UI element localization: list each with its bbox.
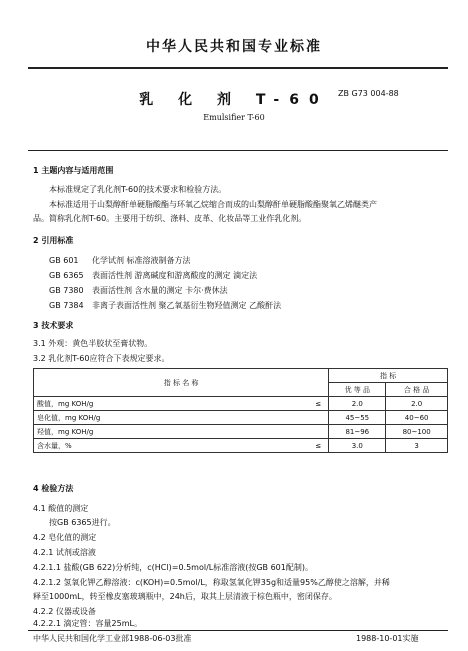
item-4-2-1-1: 4.2.1.1 盐酸(GB 622)分析纯，c(HCl)=0.5mol/L标准溶液(按GB 601配制)。 <box>33 563 313 572</box>
qualified-value: 80~100 <box>386 425 448 439</box>
table-row <box>34 439 448 453</box>
property-name: 羟值，mg KOH/g <box>34 425 309 439</box>
section-1-paragraph-2-line-1: 本标准适用于山梨醇酐单硬脂酸酯与环氧乙烷缩合而成的山梨醇酐单硬脂酸酯聚氧乙烯醚类产 <box>49 200 377 209</box>
first-grade-value: 2.0 <box>329 397 386 411</box>
item-4-2-1-2-line-2: 释至1000mL，转至橡皮塞玻璃瓶中，24h后，取其上层清液于棕色瓶中，密闭保存。 <box>33 592 337 601</box>
first-grade-value: 45~55 <box>329 411 386 425</box>
standard-code: ZB G73 004-88 <box>338 89 399 98</box>
reference-code: GB 601 <box>49 256 79 265</box>
item-4-2-1-2-line-1: 4.2.1.2 氢氧化钾乙醇溶液：c(KOH)=0.5mol/L，称取氢氧化钾35g和适量95%乙醇使之溶解，并稀 <box>33 578 390 587</box>
reference-title: 化学试剂 标准溶液制备方法 <box>92 256 191 265</box>
comparison-symbol <box>308 411 329 425</box>
reference-title: 非离子表面活性剂 聚乙氧基衍生物羟值测定 乙酸酐法 <box>92 301 282 310</box>
item-3-2: 3.2 乳化剂T-60应符合下表规定要求。 <box>33 354 170 363</box>
property-name: 皂化值，mg KOH/g <box>34 411 309 425</box>
standard-title: 乳 化 剂 T-60 <box>139 92 329 108</box>
footer-rule <box>28 630 448 631</box>
table-header-row <box>34 369 448 383</box>
column-header-item: 指 标 名 称 <box>34 369 329 397</box>
standard-english-title: Emulsifier T-60 <box>203 113 265 122</box>
title-rule <box>28 150 448 151</box>
reference-title: 表面活性剂 游离碱度和游离酸度的测定 滴定法 <box>92 271 258 280</box>
comparison-symbol: ≤ <box>308 439 329 453</box>
implementation-date: 1988-10-01实施 <box>356 634 419 643</box>
item-4-1-text: 按GB 6365进行。 <box>49 518 116 527</box>
item-4-2-2: 4.2.2 仪器或设备 <box>33 607 96 616</box>
item-4-1: 4.1 酸值的测定 <box>33 504 89 513</box>
property-name: 含水量，% <box>34 439 309 453</box>
section-3-heading: 3 技术要求 <box>33 321 74 330</box>
approval-statement: 中华人民共和国化学工业部1988-06-03批准 <box>33 634 192 643</box>
section-4-heading: 4 检验方法 <box>33 484 74 493</box>
section-2-heading: 2 引用标准 <box>33 236 74 245</box>
specification-table <box>33 368 448 453</box>
table-row <box>34 397 448 411</box>
section-1-heading: 1 主题内容与适用范围 <box>33 166 114 175</box>
qualified-value: 3 <box>386 439 448 453</box>
section-1-paragraph-1: 本标准规定了乳化剂T-60的技术要求和检验方法。 <box>49 185 227 194</box>
item-4-2: 4.2 皂化值的测定 <box>33 533 97 542</box>
header-title: 中华人民共和国专业标准 <box>146 39 322 55</box>
item-4-2-1: 4.2.1 试剂或溶液 <box>33 548 96 557</box>
table-row <box>34 425 448 439</box>
reference-code: GB 6365 <box>49 271 84 280</box>
qualified-value: 40~60 <box>386 411 448 425</box>
table-row <box>34 411 448 425</box>
reference-title: 表面活性剂 含水量的测定 卡尔·费休法 <box>92 286 228 295</box>
header-rule <box>28 67 448 69</box>
first-grade-value: 81~96 <box>329 425 386 439</box>
column-header-qualified: 合 格 品 <box>386 383 448 397</box>
reference-code: GB 7380 <box>49 286 84 295</box>
comparison-symbol: ≤ <box>308 397 329 411</box>
comparison-symbol <box>308 425 329 439</box>
item-3-1: 3.1 外观：黄色半胶状至膏状物。 <box>33 339 153 348</box>
qualified-value: 2.0 <box>386 397 448 411</box>
property-name: 酸值，mg KOH/g <box>34 397 309 411</box>
section-1-paragraph-2-line-2: 品。简称乳化剂T-60。主要用于纺织、涤料、皮革、化妆品等工业作乳化剂。 <box>33 214 307 223</box>
column-header-first-grade: 优 等 品 <box>329 383 386 397</box>
item-4-2-2-1: 4.2.2.1 滴定管：容量25mL。 <box>33 619 142 628</box>
column-header-index: 指 标 <box>329 369 448 383</box>
first-grade-value: 3.0 <box>329 439 386 453</box>
reference-code: GB 7384 <box>49 301 84 310</box>
